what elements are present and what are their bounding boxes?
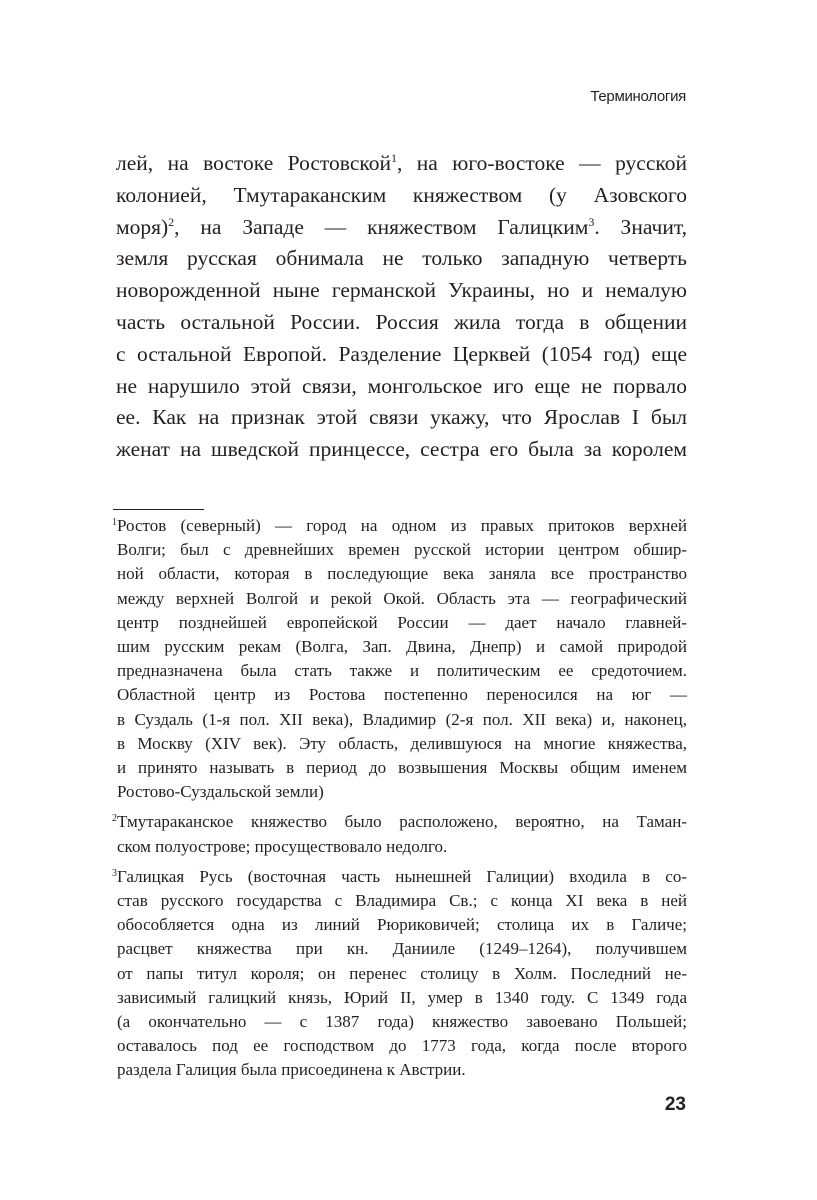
footnote-line: ском полуострове; просуществовало недолго. (117, 836, 448, 856)
footnote-line: в Москву (XIV век). Эту область, делившуюся на многие княжества, (117, 733, 687, 753)
body-text (116, 148, 687, 466)
footnote-number: 3 (112, 867, 117, 879)
body-line (116, 212, 687, 244)
footnote-line: ной области, которая в последующие века заняла все пространство (117, 564, 687, 584)
footnote-line: предназначена была стать также и политическим ее средоточием. (117, 661, 687, 681)
footnote-divider (113, 509, 204, 510)
body-line: с остальной Европой. Разделение Церквей (1054 год) еще (116, 341, 687, 366)
page-number: 23 (664, 1094, 686, 1115)
footnotes (113, 514, 687, 1089)
footnote-line: Тмутараканское княжество было расположено, вероятно, на Таман- (117, 812, 687, 832)
body-line: часть остальной России. Россия жила тогда в общении (116, 309, 687, 334)
footnote-ref-1[interactable]: 1 (390, 151, 397, 165)
footnote-number: 1 (112, 517, 117, 528)
footnote-line: Ростов (северный) — город на одном из правых притоков верхней (117, 516, 687, 535)
footnote-line: и принято называть в период до возвышения Москвы общим именем (117, 758, 687, 778)
footnote-line: Волги; был с древнейших времен русской истории центром обшир- (117, 540, 687, 560)
footnote-3 (113, 865, 687, 1083)
running-head: Терминология (590, 88, 686, 105)
footnote-line: Областной центр из Ростова постепенно переносился на юг — (117, 685, 687, 705)
footnote-line: между верхней Волгой и рекой Окой. Область эта — географический (117, 588, 687, 608)
footnote-line: оставалось под ее господством до 1773 года, когда после второго (117, 1036, 687, 1056)
body-line: новорожденной ныне германской Украины, но и немалую (116, 278, 687, 303)
footnote-2 (113, 810, 687, 858)
body-line: земля русская обнимала не только западную четверть (116, 246, 687, 271)
footnote-line: раздела Галиция была присоединена к Австрии. (117, 1060, 466, 1080)
footnote-line: обособляется одна из линий Рюриковичей; столица их в Галиче; (117, 915, 687, 935)
body-line-text: , на Западе — княжеством Галицким (174, 214, 589, 239)
footnote-line: (а окончательно — с 1387 года) княжество завоевано Польшей; (117, 1012, 687, 1032)
body-line: не нарушило этой связи, монгольское иго еще не порвало (116, 373, 687, 398)
footnote-line: от папы титул короля; он перенес столицу в Холм. Последний не- (117, 963, 687, 983)
footnote-line: Галицкая Русь (восточная часть нынешней Галиции) входила в со- (117, 866, 687, 886)
body-line: ее. Как на признак этой связи укажу, что Ярослав I был (116, 405, 687, 430)
body-line: колонией, Тмутараканским княжеством (у Азовского (116, 182, 687, 207)
body-line (116, 148, 687, 180)
footnote-line: зависимый галицкий князь, Юрий II, умер в 1340 году. С 1349 года (117, 987, 687, 1007)
footnote-line: шим русским рекам (Волга, Зап. Двина, Днепр) и самой природой (117, 637, 687, 657)
footnote-line: расцвет княжества при кн. Данииле (1249–1264), получившем (117, 939, 687, 959)
body-line-text: , на юго-востоке — русской (396, 151, 687, 175)
footnote-line: Ростово-Суздальской земли) (117, 782, 324, 802)
footnote-ref-3[interactable]: 3 (588, 214, 595, 229)
footnote-1 (113, 514, 687, 804)
body-line-text: лей, на востоке Ростовской (116, 151, 391, 175)
footnote-line: в Суздаль (1-я пол. XII века), Владимир (2-я пол. XII века) и, наконец, (117, 709, 687, 729)
body-line: женат на шведской принцессе, сестра его была за королем (116, 437, 687, 462)
footnote-line: став русского государства с Владимира Св.; с конца XI века в ней (117, 891, 687, 911)
footnote-ref-2[interactable]: 2 (168, 214, 175, 229)
footnote-number: 2 (112, 813, 117, 825)
body-line-text: моря) (116, 214, 169, 239)
body-line-text: . Значит, (594, 214, 687, 239)
footnote-line: центр позднейшей европейской России — дает начало главней- (117, 612, 687, 632)
